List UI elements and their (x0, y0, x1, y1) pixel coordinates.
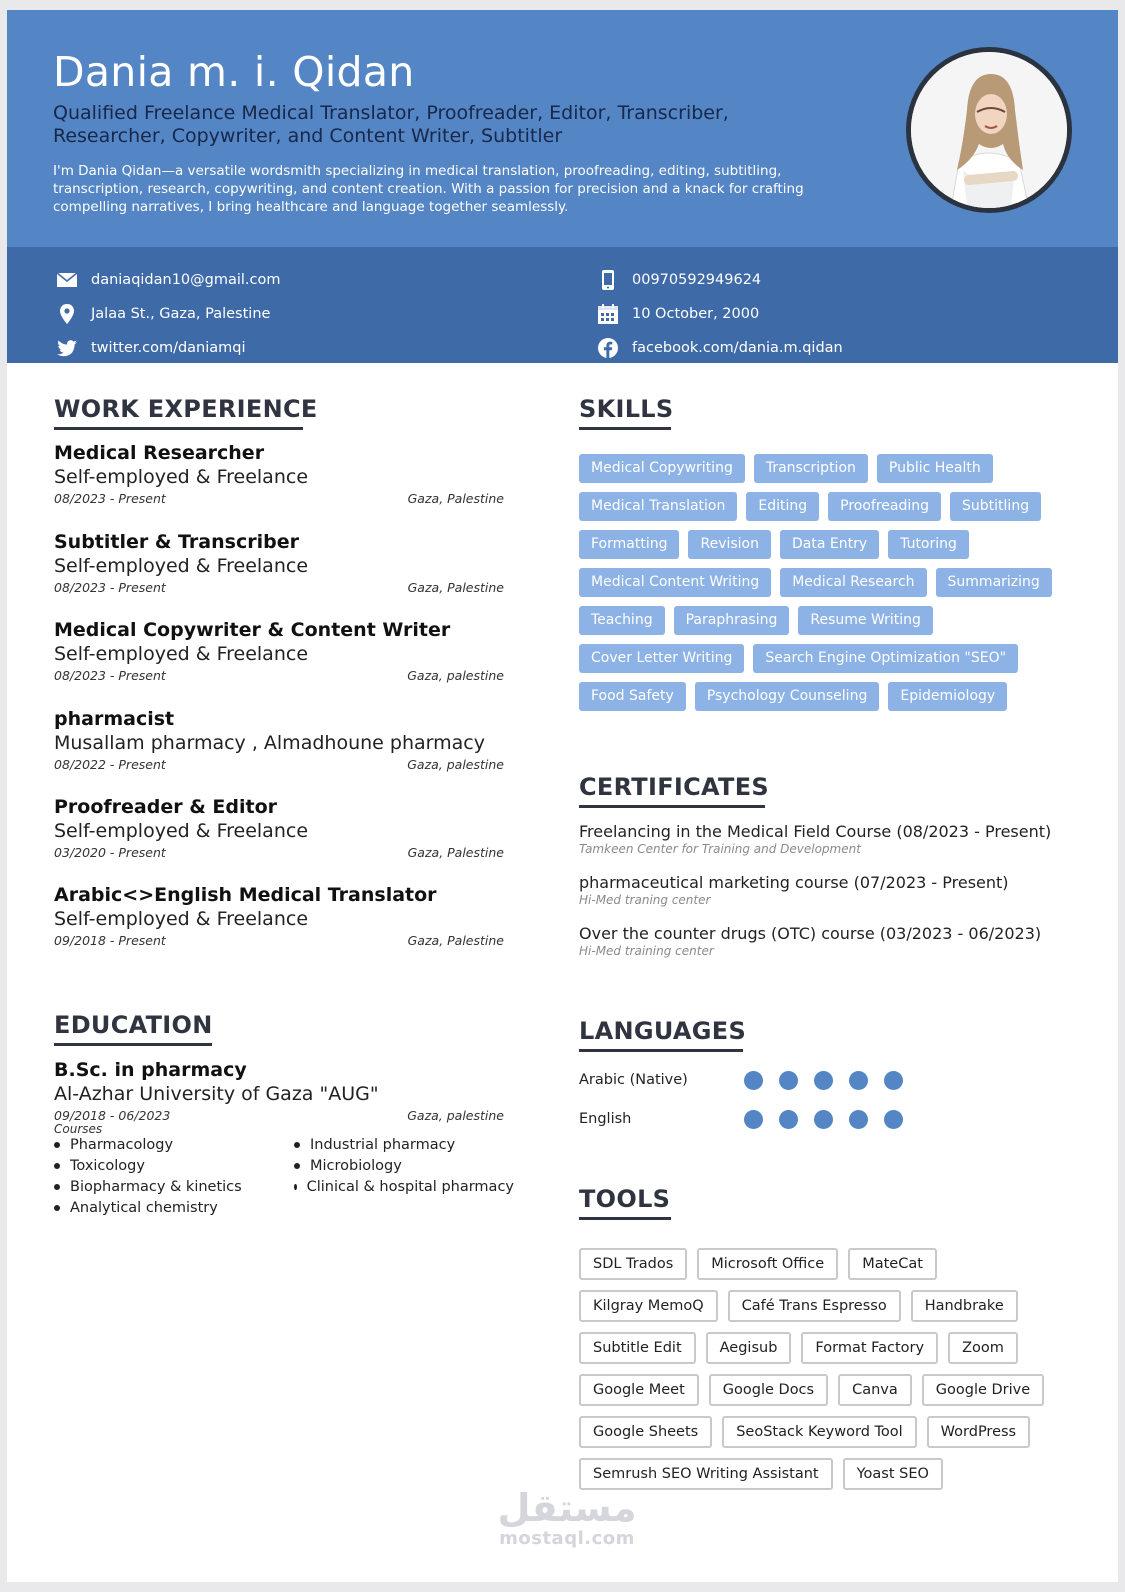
skill-chip: Medical Research (780, 568, 926, 597)
contact-email[interactable] (56, 268, 281, 292)
degree-title: B.Sc. in pharmacy (54, 1059, 247, 1081)
skill-chip: Public Health (877, 454, 993, 483)
watermark-arabic: مستقل (497, 1486, 637, 1530)
certificates-title: CERTIFICATES (579, 773, 765, 808)
job-location: Gaza, Palestine (407, 491, 504, 506)
job-item (54, 707, 504, 772)
watermark-latin: mostaql.com (499, 1528, 635, 1549)
resume-header (7, 10, 1118, 247)
skill-chip: Food Safety (579, 682, 686, 711)
skill-chip: Editing (746, 492, 819, 521)
job-dates: 08/2023 - Present (54, 668, 166, 683)
tool-chip: Yoast SEO (843, 1458, 943, 1490)
tool-chip: Aegisub (706, 1332, 792, 1364)
profile-photo (906, 47, 1072, 213)
address-text: Jalaa St., Gaza, Palestine (91, 306, 271, 322)
tool-chip: Google Drive (922, 1374, 1044, 1406)
tool-chip: Microsoft Office (697, 1248, 838, 1280)
work-experience-title: WORK EXPERIENCE (54, 395, 303, 430)
job-organization: Self-employed & Freelance (54, 555, 309, 577)
proficiency-dot (744, 1071, 763, 1090)
candidate-summary: I'm Dania Qidan—a versatile wordsmith specializing in medical translation, proofreading, editing, subtitling, transcription, research, copywriting, and content creation. With a passion for precision and a knack for crafting compelling narratives, I bring healthcare and language together seamlessly. (53, 163, 804, 215)
certificate-name: Over the counter drugs (OTC) course (03/2023 - 06/2023) (579, 924, 1042, 943)
course-item: Toxicology (54, 1158, 294, 1174)
job-dates: 08/2023 - Present (54, 491, 166, 506)
skill-chip: Formatting (579, 530, 679, 559)
job-organization: Self-employed & Freelance (54, 643, 309, 665)
job-organization: Self-employed & Freelance (54, 466, 309, 488)
certificate-issuer: Tamkeen Center for Training and Development (579, 842, 861, 856)
job-item (54, 618, 504, 683)
job-dates: 03/2020 - Present (54, 845, 166, 860)
tool-chip: Google Sheets (579, 1416, 712, 1448)
skill-chip: Medical Translation (579, 492, 737, 521)
tool-chip: Google Docs (709, 1374, 828, 1406)
job-organization: Self-employed & Freelance (54, 908, 309, 930)
skill-chip: Teaching (579, 606, 665, 635)
job-title: Arabic<>English Medical Translator (54, 884, 437, 906)
proficiency-dot (884, 1110, 903, 1129)
certificate-item (579, 924, 1059, 958)
job-item (54, 883, 504, 948)
proficiency-dot (814, 1110, 833, 1129)
proficiency-dot (849, 1110, 868, 1129)
job-location: Gaza, Palestine (407, 580, 504, 595)
job-title: Medical Researcher (54, 442, 265, 464)
facebook-text: facebook.com/dania.m.qidan (632, 340, 843, 356)
job-item (54, 441, 504, 506)
job-item (54, 795, 504, 860)
language-level-dots (744, 1071, 919, 1090)
language-level-dots (744, 1110, 919, 1129)
job-title: Medical Copywriter & Content Writer (54, 619, 451, 641)
education-location: Gaza, palestine (407, 1108, 504, 1123)
skill-chip: Revision (688, 530, 771, 559)
mostaql-watermark (477, 1488, 657, 1549)
twitter-icon (56, 337, 78, 359)
twitter-text: twitter.com/daniamqi (91, 340, 246, 356)
tool-chip: Google Meet (579, 1374, 699, 1406)
skill-chip: Cover Letter Writing (579, 644, 744, 673)
proficiency-dot (779, 1071, 798, 1090)
skill-chip: Medical Copywriting (579, 454, 745, 483)
job-dates: 08/2023 - Present (54, 580, 166, 595)
proficiency-dot (744, 1110, 763, 1129)
tool-chip: Canva (838, 1374, 912, 1406)
tool-chip: Zoom (948, 1332, 1018, 1364)
education-item (54, 1058, 504, 1123)
tool-chip: SDL Trados (579, 1248, 687, 1280)
course-item: Clinical & hospital pharmacy (294, 1179, 514, 1195)
facebook-icon (597, 337, 619, 359)
certificate-issuer: Hi-Med training center (579, 944, 714, 958)
calendar-icon (597, 303, 619, 325)
tool-chip: WordPress (927, 1416, 1030, 1448)
job-title: Proofreader & Editor (54, 796, 277, 818)
language-row (579, 1069, 919, 1091)
language-name: English (579, 1111, 632, 1127)
tool-chip: Subtitle Edit (579, 1332, 696, 1364)
job-dates: 09/2018 - Present (54, 933, 166, 948)
skill-chip: Epidemiology (888, 682, 1007, 711)
candidate-name: Dania m. i. Qidan (53, 48, 415, 96)
language-row (579, 1108, 919, 1130)
skill-chip: Transcription (754, 454, 868, 483)
contact-address (56, 302, 270, 326)
phone-icon (597, 269, 619, 291)
job-organization: Self-employed & Freelance (54, 820, 309, 842)
contact-phone[interactable] (597, 268, 761, 292)
email-icon (56, 269, 78, 291)
skill-chip: Psychology Counseling (695, 682, 880, 711)
skill-chip: Data Entry (780, 530, 879, 559)
language-name: Arabic (Native) (579, 1072, 688, 1088)
phone-text: 00970592949624 (632, 272, 762, 288)
job-location: Gaza, palestine (407, 668, 504, 683)
skill-chip: Resume Writing (798, 606, 933, 635)
job-title: Subtitler & Transcriber (54, 531, 299, 553)
profile-photo-illustration (911, 52, 1067, 208)
proficiency-dot (779, 1110, 798, 1129)
skill-chip: Search Engine Optimization "SEO" (753, 644, 1018, 673)
tool-chip: SeoStack Keyword Tool (722, 1416, 916, 1448)
school-name: Al-Azhar University of Gaza "AUG" (54, 1083, 379, 1105)
course-item: Analytical chemistry (54, 1200, 294, 1216)
course-item: Industrial pharmacy (294, 1137, 514, 1153)
email-text: daniaqidan10@gmail.com (91, 272, 281, 288)
tools-list (579, 1248, 1079, 1500)
skills-title: SKILLS (579, 395, 671, 430)
resume-page (7, 10, 1118, 1582)
skill-chip: Tutoring (888, 530, 969, 559)
tool-chip: Kilgray MemoQ (579, 1290, 718, 1322)
tools-title: TOOLS (579, 1185, 671, 1220)
languages-title: LANGUAGES (579, 1017, 743, 1052)
contact-twitter[interactable] (56, 336, 246, 360)
courses-list (54, 1137, 514, 1216)
job-dates: 08/2022 - Present (54, 757, 166, 772)
tool-chip: Café Trans Espresso (728, 1290, 901, 1322)
skills-list (579, 454, 1079, 720)
contact-birthdate (597, 302, 759, 326)
job-location: Gaza, Palestine (407, 845, 504, 860)
skill-chip: Proofreading (828, 492, 941, 521)
proficiency-dot (849, 1071, 868, 1090)
skill-chip: Medical Content Writing (579, 568, 771, 597)
education-title: EDUCATION (54, 1011, 212, 1046)
certificate-issuer: Hi-Med traning center (579, 893, 711, 907)
certificate-item (579, 822, 1059, 856)
birthdate-text: 10 October, 2000 (632, 306, 760, 322)
certificate-item (579, 873, 1059, 907)
job-title: pharmacist (54, 708, 175, 730)
contact-facebook[interactable] (597, 336, 843, 360)
skill-chip: Subtitling (950, 492, 1041, 521)
job-item (54, 530, 504, 595)
tool-chip: MateCat (848, 1248, 937, 1280)
job-location: Gaza, Palestine (407, 933, 504, 948)
job-location: Gaza, palestine (407, 757, 504, 772)
course-item: Pharmacology (54, 1137, 294, 1153)
proficiency-dot (884, 1071, 903, 1090)
certificate-name: Freelancing in the Medical Field Course (08/2023 - Present) (579, 822, 1052, 841)
candidate-headline: Qualified Freelance Medical Translator, Proofreader, Editor, Transcriber, Researcher, Copywriter, and Content Writer, Subtitler (53, 102, 729, 147)
job-organization: Musallam pharmacy , Almadhoune pharmacy (54, 732, 485, 754)
course-item: Microbiology (294, 1158, 514, 1174)
course-item: Biopharmacy & kinetics (54, 1179, 294, 1195)
tool-chip: Format Factory (801, 1332, 938, 1364)
certificate-name: pharmaceutical marketing course (07/2023 - Present) (579, 873, 1009, 892)
tool-chip: Handbrake (911, 1290, 1018, 1322)
skill-chip: Summarizing (936, 568, 1052, 597)
proficiency-dot (814, 1071, 833, 1090)
courses-label: Courses (54, 1122, 103, 1136)
location-pin-icon (56, 303, 78, 325)
contact-bar (7, 247, 1118, 363)
skill-chip: Paraphrasing (674, 606, 790, 635)
tool-chip: Semrush SEO Writing Assistant (579, 1458, 833, 1490)
education-dates: 09/2018 - 06/2023 (54, 1108, 171, 1123)
